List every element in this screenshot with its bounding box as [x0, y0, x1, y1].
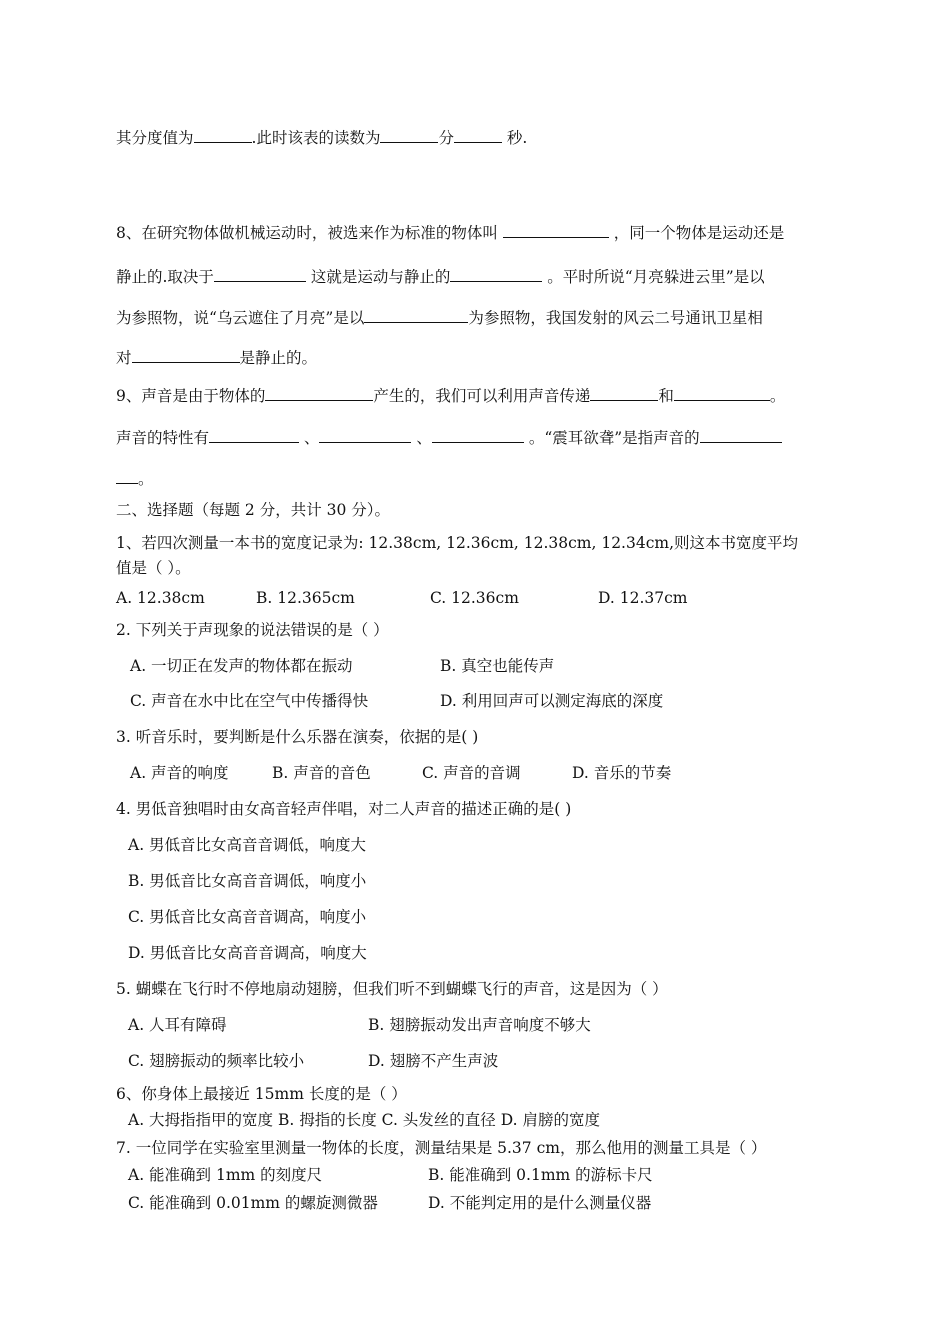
q5-stem: 5. 蝴蝶在飞行时不停地扇动翅膀，但我们听不到蝴蝶飞行的声音，这是因为（ ）: [116, 980, 668, 998]
q8-text: 是静止的。: [239, 349, 318, 367]
answer-blank: [590, 384, 658, 401]
q2-stem: 2. 下列关于声现象的说法错误的是（ ）: [116, 621, 389, 639]
q2-option-d: D. 利用回声可以测定海底的深度: [440, 692, 664, 710]
q7-option-a: A. 能准确到 1mm 的刻度尺: [128, 1166, 323, 1184]
q3-option-c: C. 声音的音调: [422, 764, 521, 782]
answer-blank: [194, 126, 252, 143]
answer-blank: [209, 426, 299, 443]
q2-option-c: C. 声音在水中比在空气中传播得快: [130, 692, 369, 710]
q3-option-d: D. 音乐的节奏: [572, 764, 672, 782]
q8-line-1: [116, 221, 784, 243]
q6-options: A. 大拇指指甲的宽度 B. 拇指的长度 C. 头发丝的直径 D. 肩膀的宽度: [128, 1111, 600, 1129]
q4-option-d: D. 男低音比女高音音调高，响度大: [128, 944, 367, 962]
q3-option-b: B. 声音的音色: [272, 764, 371, 782]
q8-text: 为参照物，我国发射的风云二号通讯卫星相: [468, 309, 763, 327]
q2-option-a: A. 一切正在发声的物体都在振动: [130, 657, 353, 675]
q9-line-2: [116, 426, 782, 448]
q4-option-b: B. 男低音比女高音音调低，响度小: [128, 872, 367, 890]
q9-text: 、: [299, 429, 320, 447]
q8-text: 。平时所说“月亮躲进云里”是以: [542, 268, 765, 286]
section-title: 二、选择题（每题 2 分，共计 30 分）。: [116, 501, 391, 519]
q7-option-d: D. 不能判定用的是什么测量仪器: [428, 1194, 652, 1212]
answer-blank: [503, 221, 609, 238]
q9-text: 。: [138, 470, 154, 488]
q7-tail-text-3: 分: [438, 129, 454, 147]
q5-option-a: A. 人耳有障碍: [128, 1016, 227, 1034]
q9-text: 。: [769, 387, 786, 405]
q7-tail-text-4: 秒.: [501, 129, 528, 147]
q8-line-3: [116, 306, 763, 328]
answer-blank: [380, 126, 438, 143]
q7-option-c: C. 能准确到 0.01mm 的螺旋测微器: [128, 1194, 378, 1212]
answer-blank: [319, 426, 411, 443]
q3-stem: 3. 听音乐时，要判断是什么乐器在演奏，依据的是( ): [116, 728, 479, 746]
q5-option-d: D. 翅膀不产生声波: [368, 1052, 499, 1070]
q9-text: 9、声音是由于物体的: [116, 387, 266, 405]
q9-line-1: [116, 384, 785, 406]
q9-text: 声音的特性有: [116, 429, 210, 447]
q4-option-c: C. 男低音比女高音音调高，响度小: [128, 908, 367, 926]
q4-option-a: A. 男低音比女高音音调低，响度大: [128, 836, 367, 854]
answer-blank: [214, 265, 306, 282]
q4-stem: 4. 男低音独唱时由女高音轻声伴唱，对二人声音的描述正确的是( ): [116, 800, 572, 818]
q1-stem: 1、若四次测量一本书的宽度记录为: 12.38cm, 12.36cm, 12.38cm, 12.34cm,则这本书宽度平均: [116, 534, 799, 552]
answer-blank: [674, 384, 770, 401]
q8-text: 这就是运动与静止的: [305, 268, 451, 286]
q9-text: 产生的，我们可以利用声音传递: [373, 387, 591, 405]
answer-blank: [432, 426, 524, 443]
q7-tail-line: [116, 126, 527, 148]
q8-text: 8、在研究物体做机械运动时，被选来作为标准的物体叫: [116, 224, 503, 242]
q8-text: 对: [116, 349, 132, 367]
q3-option-a: A. 声音的响度: [130, 764, 229, 782]
q1-option-c: C. 12.36cm: [430, 589, 519, 607]
q5-option-b: B. 翅膀振动发出声音响度不够大: [368, 1016, 591, 1034]
q1-option-b: B. 12.365cm: [256, 589, 355, 607]
answer-blank: [265, 384, 373, 401]
q5-option-c: C. 翅膀振动的频率比较小: [128, 1052, 305, 1070]
q8-text: 静止的.取决于: [116, 268, 214, 286]
answer-blank: [700, 426, 782, 443]
q6-stem: 6、你身体上最接近 15mm 长度的是（ ）: [116, 1085, 407, 1103]
answer-blank: [132, 346, 240, 363]
q8-text: ，同一个物体是运动还是: [608, 224, 785, 242]
q2-option-b: B. 真空也能传声: [440, 657, 555, 675]
q8-line-2: [116, 265, 765, 287]
q9-line-3: [116, 467, 154, 489]
answer-blank: [450, 265, 542, 282]
q1-stem-cont: 值是（ ）。: [116, 559, 191, 577]
q7-tail-text-2: .此时该表的读数为: [251, 129, 381, 147]
q1-option-a: A. 12.38cm: [116, 589, 205, 607]
q7-option-b: B. 能准确到 0.1mm 的游标卡尺: [428, 1166, 653, 1184]
answer-blank: [454, 126, 502, 143]
q9-text: 和: [658, 387, 674, 405]
q7-stem: 7. 一位同学在实验室里测量一物体的长度，测量结果是 5.37 cm，那么他用的测量工具是（ ）: [116, 1139, 767, 1157]
q8-text: 为参照物，说“乌云遮住了月亮”是以: [116, 309, 365, 327]
q7-tail-text-1: 其分度值为: [116, 129, 194, 147]
q1-option-d: D. 12.37cm: [598, 589, 688, 607]
q9-text: 。“震耳欲聋”是指声音的: [523, 429, 700, 447]
q9-text: 、: [411, 429, 432, 447]
q8-line-4: [116, 346, 317, 368]
answer-blank: [116, 467, 138, 484]
answer-blank: [364, 306, 468, 323]
